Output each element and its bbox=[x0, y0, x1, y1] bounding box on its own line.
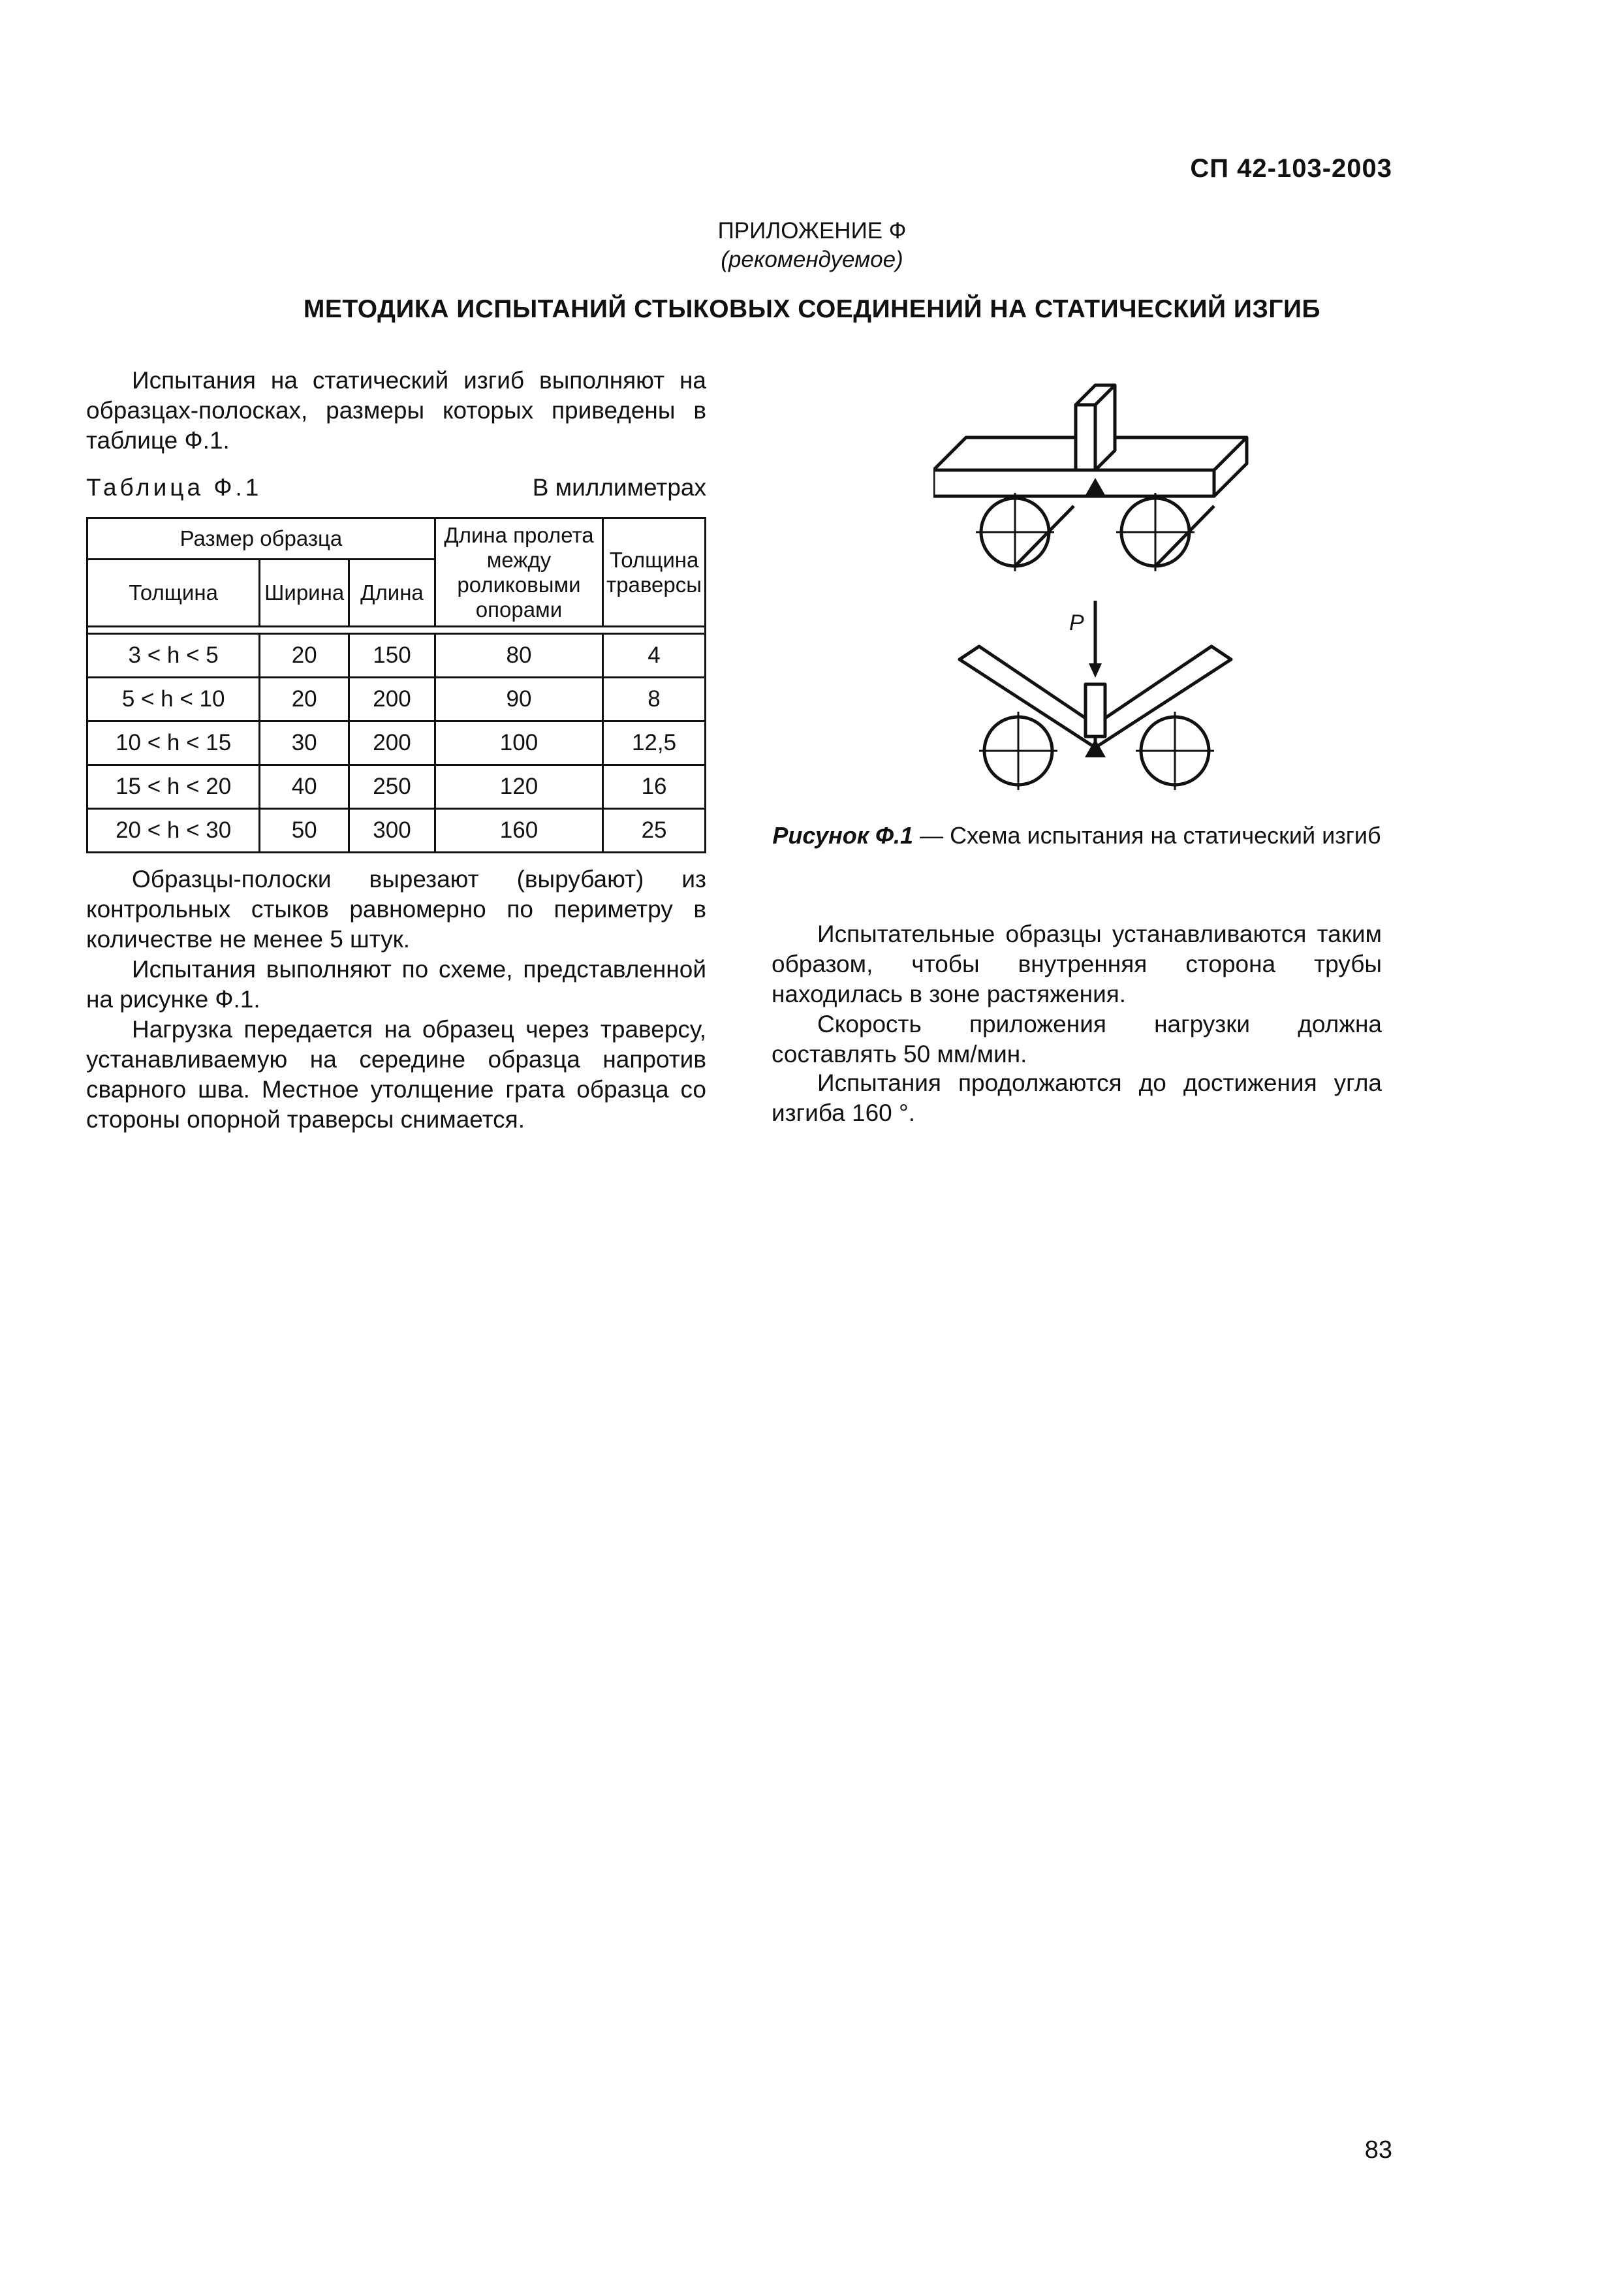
cell-traverse: 16 bbox=[603, 765, 706, 809]
specimen-size-table bbox=[86, 517, 706, 853]
appendix-label: ПРИЛОЖЕНИЕ Ф bbox=[717, 218, 907, 244]
table-row bbox=[87, 765, 706, 809]
paragraph-bend-angle: Испытания продолжаются до достижения угла изгиба 160 °. bbox=[772, 1069, 1382, 1126]
cell-width: 50 bbox=[260, 809, 349, 853]
header-width: Ширина bbox=[260, 560, 349, 627]
cell-length: 250 bbox=[349, 765, 435, 809]
table-row bbox=[87, 809, 706, 853]
bend-test-diagram bbox=[933, 366, 1286, 797]
cell-traverse: 25 bbox=[603, 809, 706, 853]
paragraph-load-rate: Скорость приложения нагрузки должна составлять 50 мм/мин. bbox=[772, 1011, 1382, 1067]
paragraph-specimen-orientation: Испытательные образцы устанавливаются таким образом, чтобы внутренняя сторона трубы находилась в зоне растяжения. bbox=[772, 921, 1382, 1007]
cell-span: 160 bbox=[435, 809, 602, 853]
load-label: P bbox=[1069, 610, 1084, 635]
document-code: СП 42-103-2003 bbox=[1190, 154, 1392, 183]
cell-length: 200 bbox=[349, 721, 435, 765]
paragraph-test-scheme: Испытания выполняют по схеме, представленной на рисунке Ф.1. bbox=[86, 956, 706, 1013]
cell-traverse: 4 bbox=[603, 634, 706, 678]
cell-traverse: 8 bbox=[603, 678, 706, 721]
figure-caption bbox=[772, 821, 1382, 850]
cell-span: 90 bbox=[435, 678, 602, 721]
cell-thickness: 5 < h < 10 bbox=[87, 678, 260, 721]
figure-caption-text: — Схема испытания на статический изгиб bbox=[913, 822, 1381, 849]
cell-length: 200 bbox=[349, 678, 435, 721]
cell-width: 30 bbox=[260, 721, 349, 765]
cell-length: 300 bbox=[349, 809, 435, 853]
header-span-length: Длина пролета между роликовыми опорами bbox=[435, 518, 602, 627]
cell-span: 100 bbox=[435, 721, 602, 765]
table-units: В миллиметрах bbox=[532, 474, 706, 501]
header-specimen-size: Размер образца bbox=[87, 518, 435, 560]
paragraph-specimen-cutting: Образцы-полоски вырезают (вырубают) из контрольных стыков равномерно по периметру в количестве не менее 5 штук. bbox=[86, 866, 706, 953]
cell-span: 120 bbox=[435, 765, 602, 809]
figure-caption-label: Рисунок Ф.1 bbox=[772, 822, 914, 849]
table-row bbox=[87, 721, 706, 765]
header-thickness: Толщина bbox=[87, 560, 260, 627]
cell-thickness: 3 < h < 5 bbox=[87, 634, 260, 678]
cell-width: 20 bbox=[260, 634, 349, 678]
table-caption: Таблица Ф.1 bbox=[86, 474, 262, 501]
cell-width: 20 bbox=[260, 678, 349, 721]
cell-thickness: 20 < h < 30 bbox=[87, 809, 260, 853]
cell-length: 150 bbox=[349, 634, 435, 678]
cell-span: 80 bbox=[435, 634, 602, 678]
cell-thickness: 10 < h < 15 bbox=[87, 721, 260, 765]
cell-thickness: 15 < h < 20 bbox=[87, 765, 260, 809]
header-traverse-thickness: Толщина траверсы bbox=[603, 518, 706, 627]
cell-width: 40 bbox=[260, 765, 349, 809]
table-row bbox=[87, 678, 706, 721]
page-title: МЕТОДИКА ИСПЫТАНИЙ СТЫКОВЫХ СОЕДИНЕНИЙ НА СТАТИЧЕСКИЙ ИЗГИБ bbox=[303, 295, 1321, 323]
table-row bbox=[87, 634, 706, 678]
paragraph-load-transfer: Нагрузка передается на образец через траверсу, устанавливаемую на середине образца напротив сварного шва. Местное утолщение грата образца со стороны опорной траверсы снимается. bbox=[86, 1016, 706, 1133]
page-number: 83 bbox=[1364, 2136, 1392, 2164]
cell-traverse: 12,5 bbox=[603, 721, 706, 765]
intro-paragraph: Испытания на статический изгиб выполняют на образцах-полосках, размеры которых приведены в таблице Ф.1. bbox=[86, 367, 706, 454]
header-length: Длина bbox=[349, 560, 435, 627]
appendix-status: (рекомендуемое) bbox=[721, 247, 903, 272]
